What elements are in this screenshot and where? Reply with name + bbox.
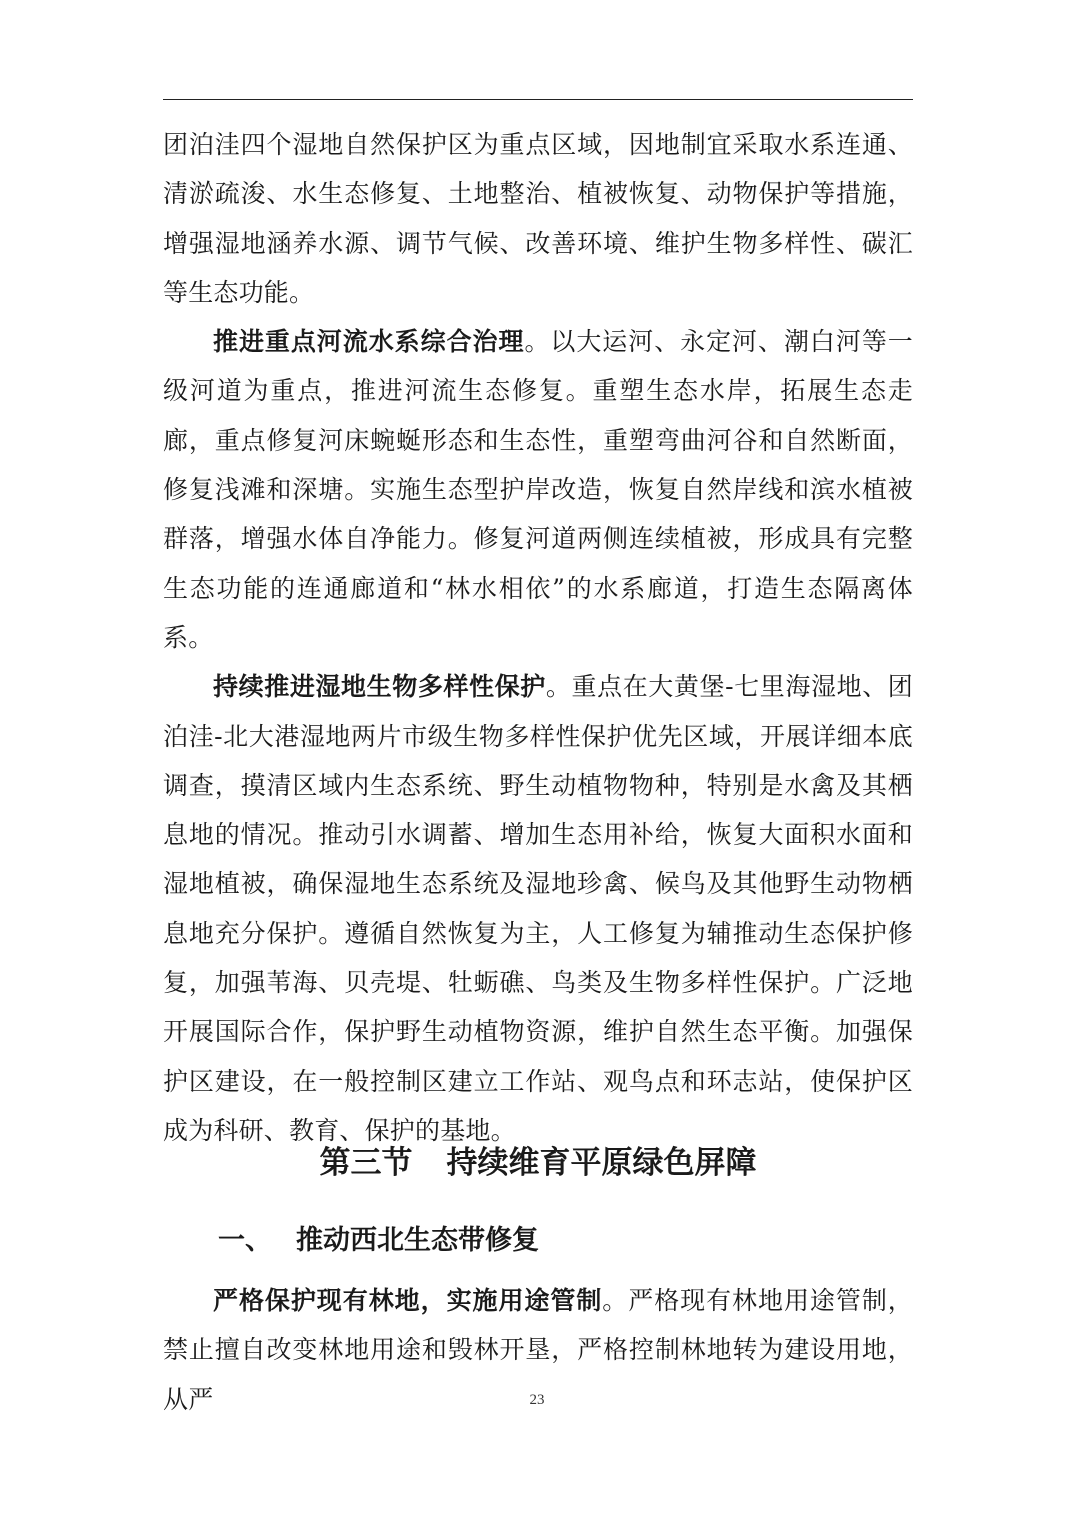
- paragraph-text: 。重点在大黄堡-七里海湿地、团泊洼-北大港湿地两片市级生物多样性保护优先区域，开展详细本底调查，摸清区域内生态系统、野生动植物物种，特别是水禽及其栖息地的情况。推动引水调蓄、增加生态用补给，恢复大面积水面和湿地植被，确保湿地生态系统及湿地珍禽、候鸟及其他野生动物栖息地充分保护。遵循自然恢复为主，人工修复为辅推动生态保护修复，加强苇海、贝壳堤、牡蛎礁、鸟类及生物多样性保护。广泛地开展国际合作，保护野生动植物资源，维护自然生态平衡。加强保护区建设，在一般控制区建立工作站、观鸟点和环志站，使保护区成为科研、教育、保护的基地。: [163, 672, 913, 1145]
- paragraph-text: 。严格现有林地用途管制，禁止擅自改变林地用途和毁林开垦，严格控制林地转为建设用地，从严: [163, 1286, 913, 1414]
- paragraph-continued: [163, 120, 913, 317]
- paragraph-text: 团泊洼四个湿地自然保护区为重点区域，因地制宜采取水系连通、清淤疏浚、水生态修复、土地整治、植被恢复、动物保护等措施，增强湿地涵养水源、调节气候、改善环境、维护生物多样性、碳汇等生态功能。: [163, 130, 913, 307]
- section-title: 持续维育平原绿色屏障: [446, 1145, 757, 1181]
- paragraph-lead: 推进重点河流水系综合治理: [213, 327, 525, 357]
- page-number: 23: [529, 1392, 545, 1408]
- body-text-top: [163, 120, 913, 1155]
- section-number: 第三节: [319, 1145, 413, 1181]
- paragraph-river-governance: [163, 317, 913, 662]
- paragraph-lead: 严格保护现有林地，实施用途管制: [213, 1286, 603, 1315]
- header-rule: [163, 99, 913, 100]
- subsection-title: 推动西北生态带修复: [296, 1225, 539, 1256]
- paragraph-lead: 持续推进湿地生物多样性保护: [213, 672, 546, 702]
- section-heading: [163, 1138, 913, 1188]
- paragraph-wetland-biodiversity: [163, 662, 913, 1155]
- paragraph-text: 。以大运河、永定河、潮白河等一级河道为重点，推进河流生态修复。重塑生态水岸，拓展生态走廊，重点修复河床蜿蜒形态和生态性，重塑弯曲河谷和自然断面，修复浅滩和深塘。实施生态型护岸改造，恢复自然岸线和滨水植被群落，增强水体自净能力。修复河道两侧连续植被，形成具有完整生态功能的连通廊道和“林水相依”的水系廊道，打造生态隔离体系。: [163, 327, 913, 652]
- subsection-number: 一、: [218, 1225, 272, 1256]
- subsection-heading: [218, 1216, 539, 1266]
